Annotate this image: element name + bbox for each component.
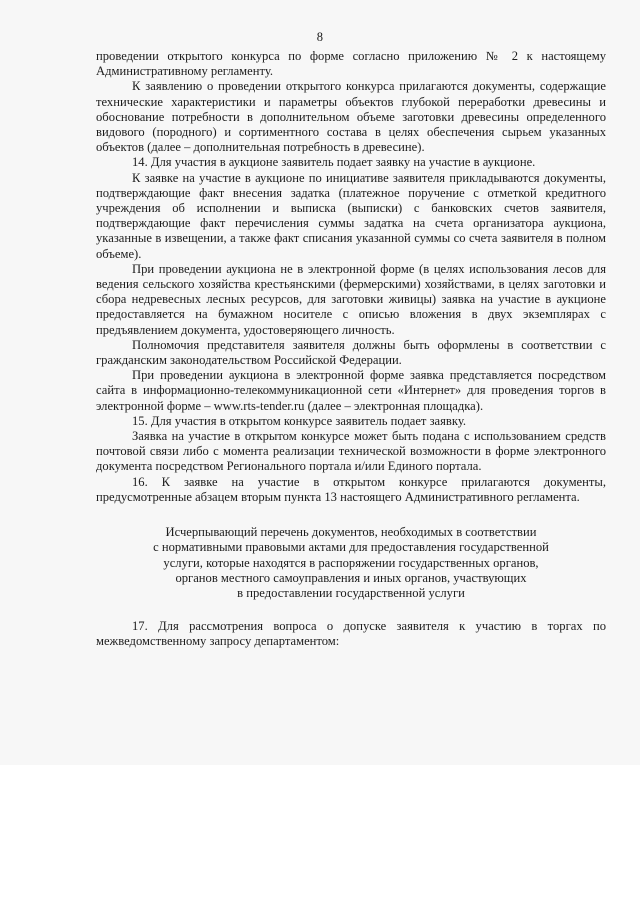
- paragraph: 14. Для участия в аукционе заявитель подает заявку на участие в аукционе.: [132, 155, 536, 170]
- page-number: 8: [316, 30, 324, 44]
- paragraph: 17. Для рассмотрения вопроса о допуске заявителя к участию в торгах по межведомственному запросу департаментом:: [96, 619, 606, 649]
- heading-line: с нормативными правовыми актами для предоставления государственной: [153, 540, 549, 555]
- paragraph: К заявлению о проведении открытого конкурса прилагаются документы, содержащие технические характеристики и параметры объектов глубокой переработки древесины и обоснование потребности в дополнительном объеме заготовки древесины определенного видового (породного) и сортиментного состава в целях обеспечения сырьем указанных объектов (далее – дополнительная потребность в древесине).: [96, 79, 606, 155]
- paragraph: проведении открытого конкурса по форме согласно приложению № 2 к настоящему Административному регламенту.: [96, 49, 606, 79]
- blank-area: [0, 765, 640, 905]
- section-heading: [96, 525, 606, 601]
- paragraph: К заявке на участие в аукционе по инициативе заявителя прикладываются документы, подтверждающие факт внесения задатка (платежное поручение с отметкой кредитного учреждения об исполнении и выписка (выписки) с банковских счетов заявителя, подтверждающие факт перечисления суммы задатка на счета организатора аукциона, указанные в извещении, а также факт списания указанной суммы со счета заявителя в полном объеме).: [96, 170, 606, 261]
- heading-line: услуги, которые находятся в распоряжении государственных органов,: [163, 555, 539, 570]
- heading-line: органов местного самоуправления и иных органов, участвующих: [175, 570, 527, 585]
- document-body: [96, 49, 606, 650]
- paragraph: Полномочия представителя заявителя должны быть оформлены в соответствии с гражданским законодательством Российской Федерации.: [96, 337, 606, 368]
- heading-line: в предоставлении государственной услуги: [237, 585, 465, 600]
- paragraph: 16. К заявке на участие в открытом конкурсе прилагаются документы, предусмотренные абзацем вторым пункта 13 настоящего Административного регламента.: [96, 474, 606, 504]
- paragraph: При проведении аукциона в электронной форме заявка представляется посредством сайта в информационно-телекоммуникационной сети «Интернет» для проведения торгов в электронной форме – www.rts-tender.ru (далее – электронная площадка).: [96, 368, 606, 413]
- paragraph: При проведении аукциона не в электронной форме (в целях использования лесов для ведения сельского хозяйства крестьянскими (фермерскими) хозяйствами, в целях заготовки и сбора недревесных лесных ресурсов, для заготовки живицы) заявка на участие в аукционе предоставляется на бумажном носителе с описью вложения в двух экземплярах с предъявлением документа, удостоверяющего личность.: [96, 261, 606, 337]
- paragraph: 15. Для участия в открытом конкурсе заявитель подает заявку.: [132, 413, 467, 428]
- paragraph: Заявка на участие в открытом конкурсе может быть подана с использованием средств почтовой связи либо с момента реализации технической возможности в форме электронного документа посредством Регионального портала и/или Единого портала.: [96, 429, 606, 474]
- heading-line: Исчерпывающий перечень документов, необходимых в соответствии: [165, 525, 537, 540]
